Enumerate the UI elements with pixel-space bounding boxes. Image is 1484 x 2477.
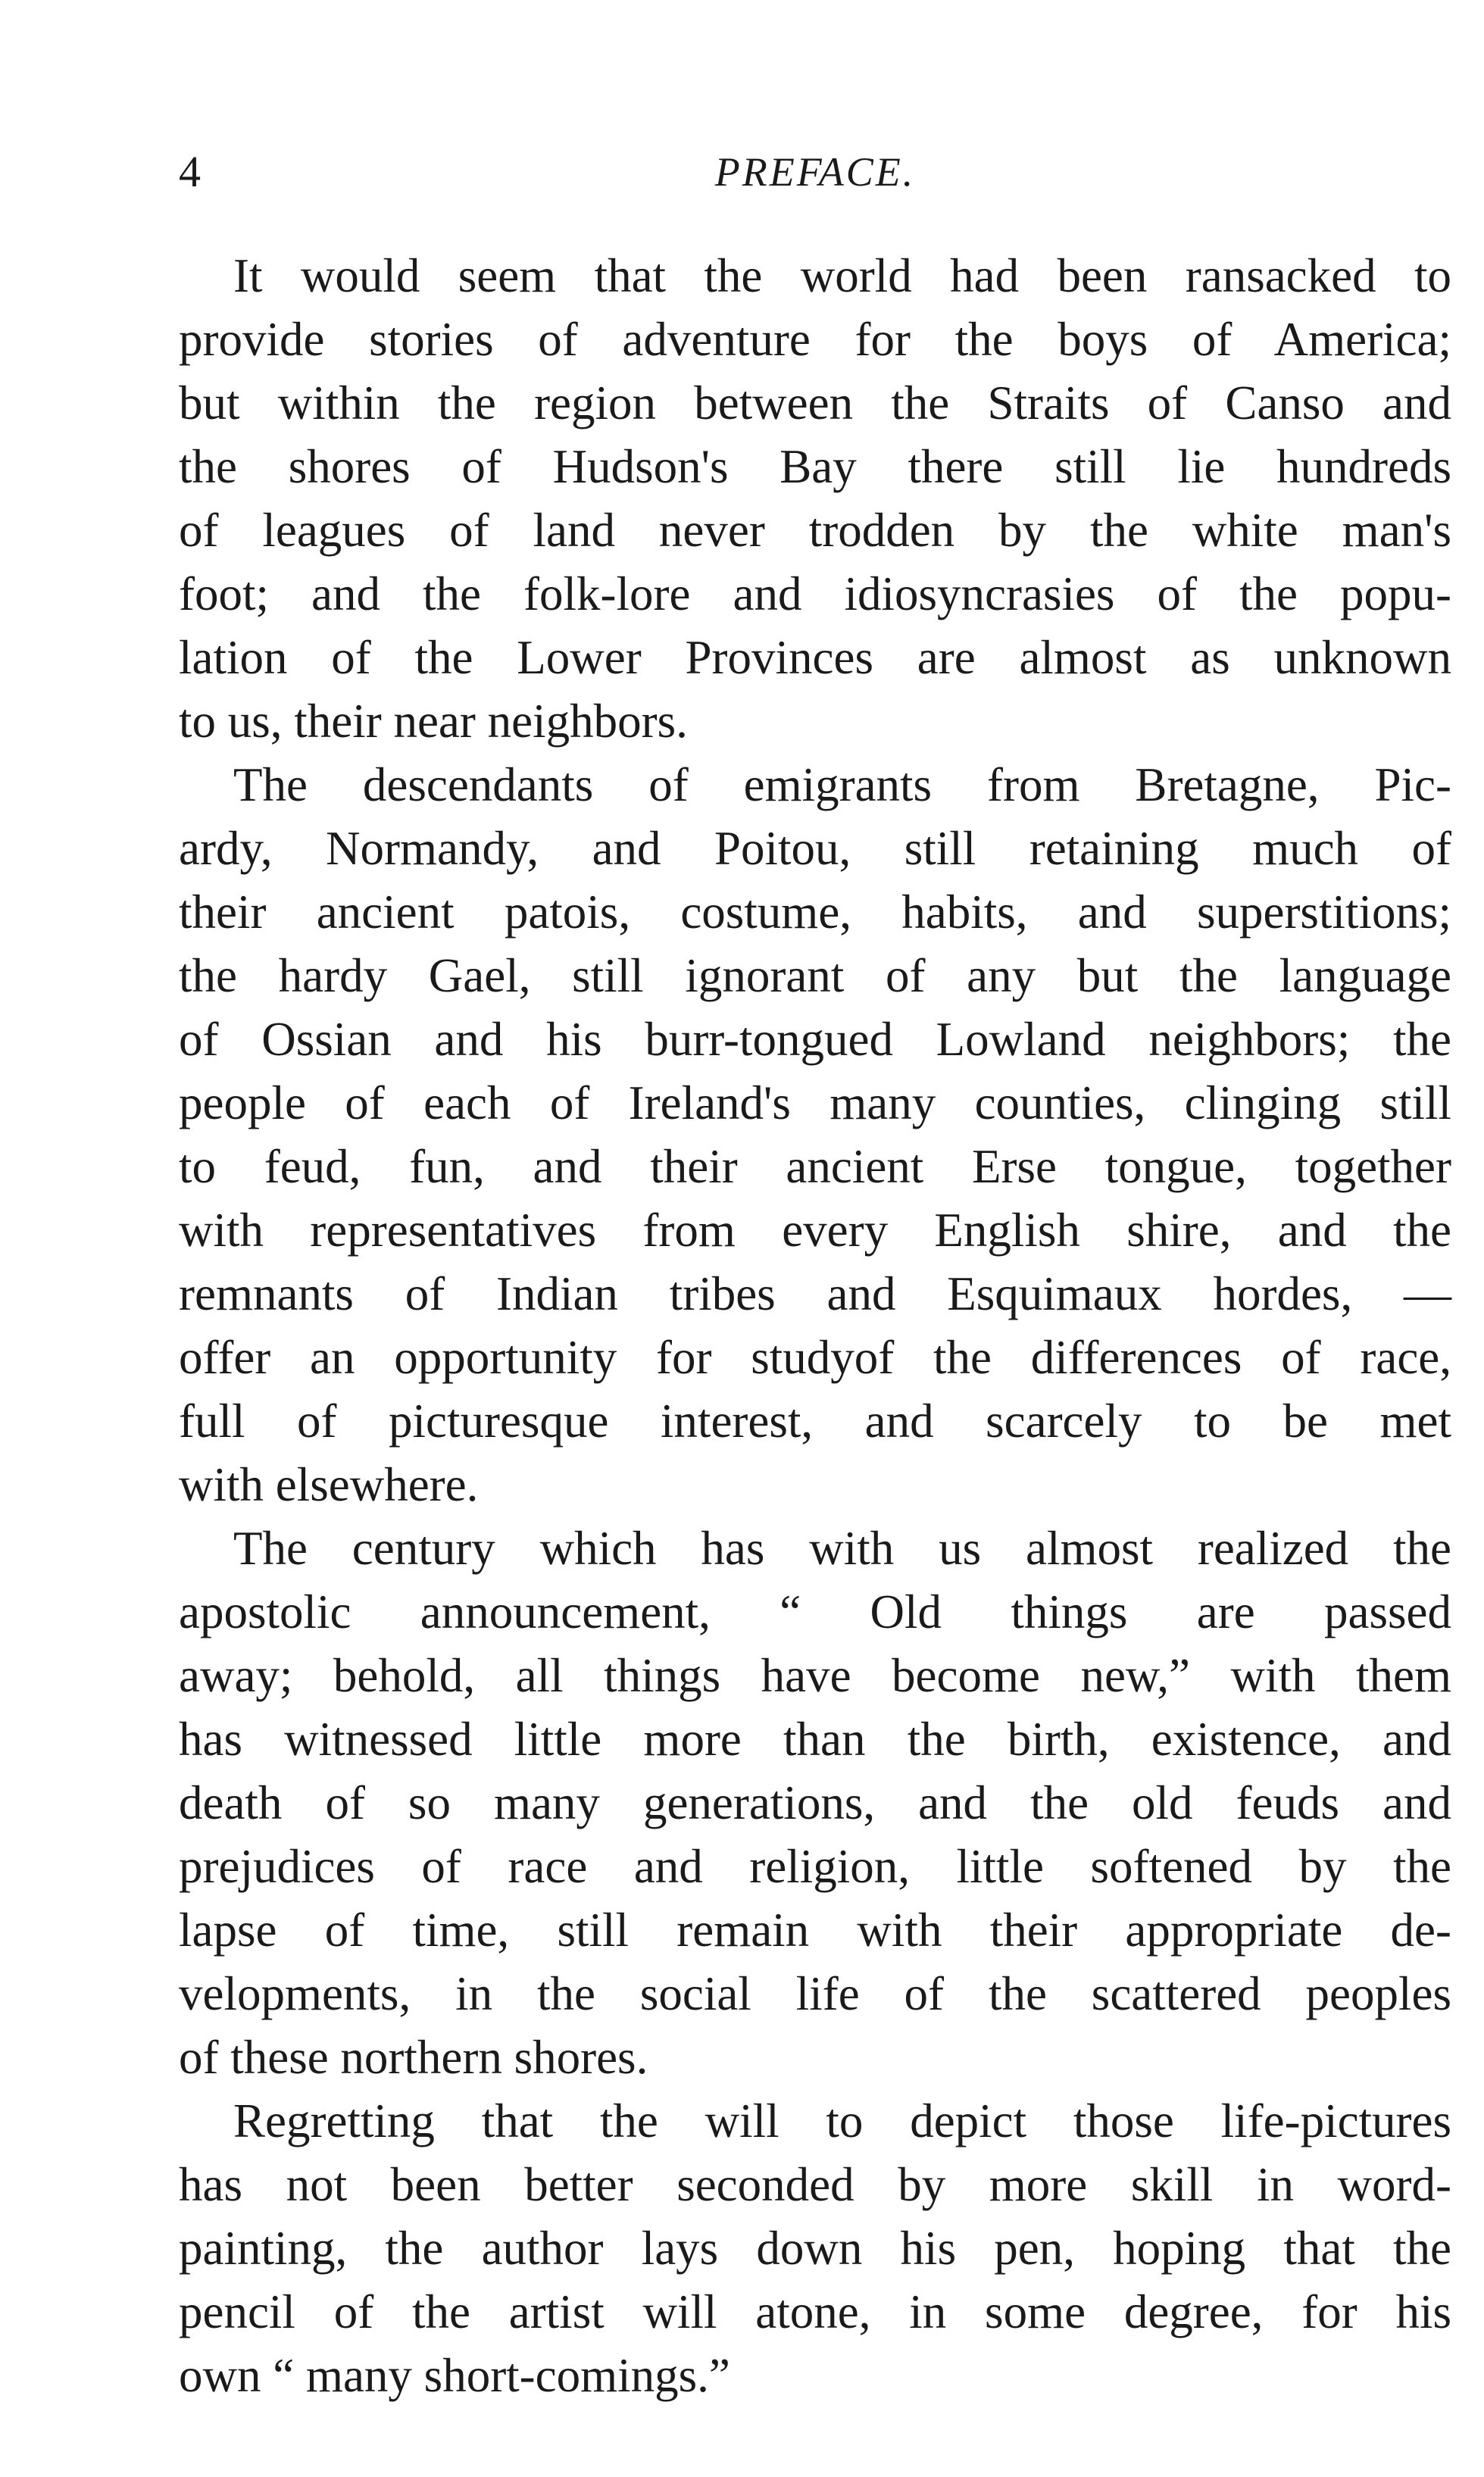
text-line: offer an opportunity for studyof the differences of race, <box>179 1331 1451 1384</box>
text-line: the hardy Gael, still ignorant of any but the language <box>179 949 1451 1002</box>
text-line: with elsewhere. <box>179 1458 479 1511</box>
text-line: of Ossian and his burr-tongued Lowland neighbors; the <box>179 1013 1451 1066</box>
text-line: It would seem that the world had been ransacked to <box>233 249 1451 302</box>
text-line: to us, their near neighbors. <box>179 695 688 748</box>
text-line: velopments, in the social life of the scattered peoples <box>179 1967 1451 2020</box>
running-head <box>179 145 1451 206</box>
text-line: own “ many short-comings.” <box>179 2349 730 2402</box>
text-line: death of so many generations, and the old feuds and <box>179 1776 1451 1829</box>
text-line: prejudices of race and religion, little softened by the <box>179 1840 1451 1893</box>
text-line: ardy, Normandy, and Poitou, still retaining much of <box>179 822 1451 875</box>
text-line: but within the region between the Straits of Canso and <box>179 376 1451 429</box>
text-line: of leagues of land never trodden by the white man's <box>179 504 1451 557</box>
text-line: to feud, fun, and their ancient Erse tongue, together <box>179 1140 1451 1193</box>
text-line: has not been better seconded by more skill in word- <box>179 2158 1451 2211</box>
text-line: full of picturesque interest, and scarcely to be met <box>179 1395 1451 1448</box>
text-line: with representatives from every English shire, and the <box>179 1204 1451 1257</box>
paragraph <box>179 1516 1451 2089</box>
text-line: of these northern shores. <box>179 2031 648 2084</box>
text-line: the shores of Hudson's Bay there still lie hundreds <box>179 440 1451 493</box>
text-line: apostolic announcement, “ Old things are passed <box>179 1585 1451 1638</box>
text-line: Regretting that the will to depict those life-pictures <box>233 2094 1451 2147</box>
running-title: PREFACE. <box>714 149 916 195</box>
text-line: has witnessed little more than the birth, existence, and <box>179 1713 1451 1766</box>
page-number: 4 <box>179 147 201 196</box>
text-line: The descendants of emigrants from Bretagne, Pic- <box>233 758 1451 811</box>
text-line: The century which has with us almost realized the <box>233 1522 1451 1575</box>
paragraph <box>179 753 1451 1516</box>
text-line: away; behold, all things have become new,” with them <box>179 1649 1451 1702</box>
paragraph <box>179 244 1451 753</box>
paragraph <box>179 2089 1451 2407</box>
text-line: their ancient patois, costume, habits, and superstitions; <box>179 886 1451 939</box>
text-line: pencil of the artist will atone, in some degree, for his <box>179 2285 1451 2338</box>
preface-text <box>179 244 1451 2407</box>
text-line: lation of the Lower Provinces are almost as unknown <box>179 631 1451 684</box>
text-line: provide stories of adventure for the boys of America; <box>179 313 1451 366</box>
text-line: foot; and the folk-lore and idiosyncrasies of the popu- <box>179 567 1451 620</box>
text-line: lapse of time, still remain with their appropriate de- <box>179 1904 1451 1957</box>
text-line: painting, the author lays down his pen, hoping that the <box>179 2222 1451 2275</box>
text-line: remnants of Indian tribes and Esquimaux hordes, — <box>179 1267 1451 1320</box>
text-line: people of each of Ireland's many counties, clinging still <box>179 1076 1451 1129</box>
